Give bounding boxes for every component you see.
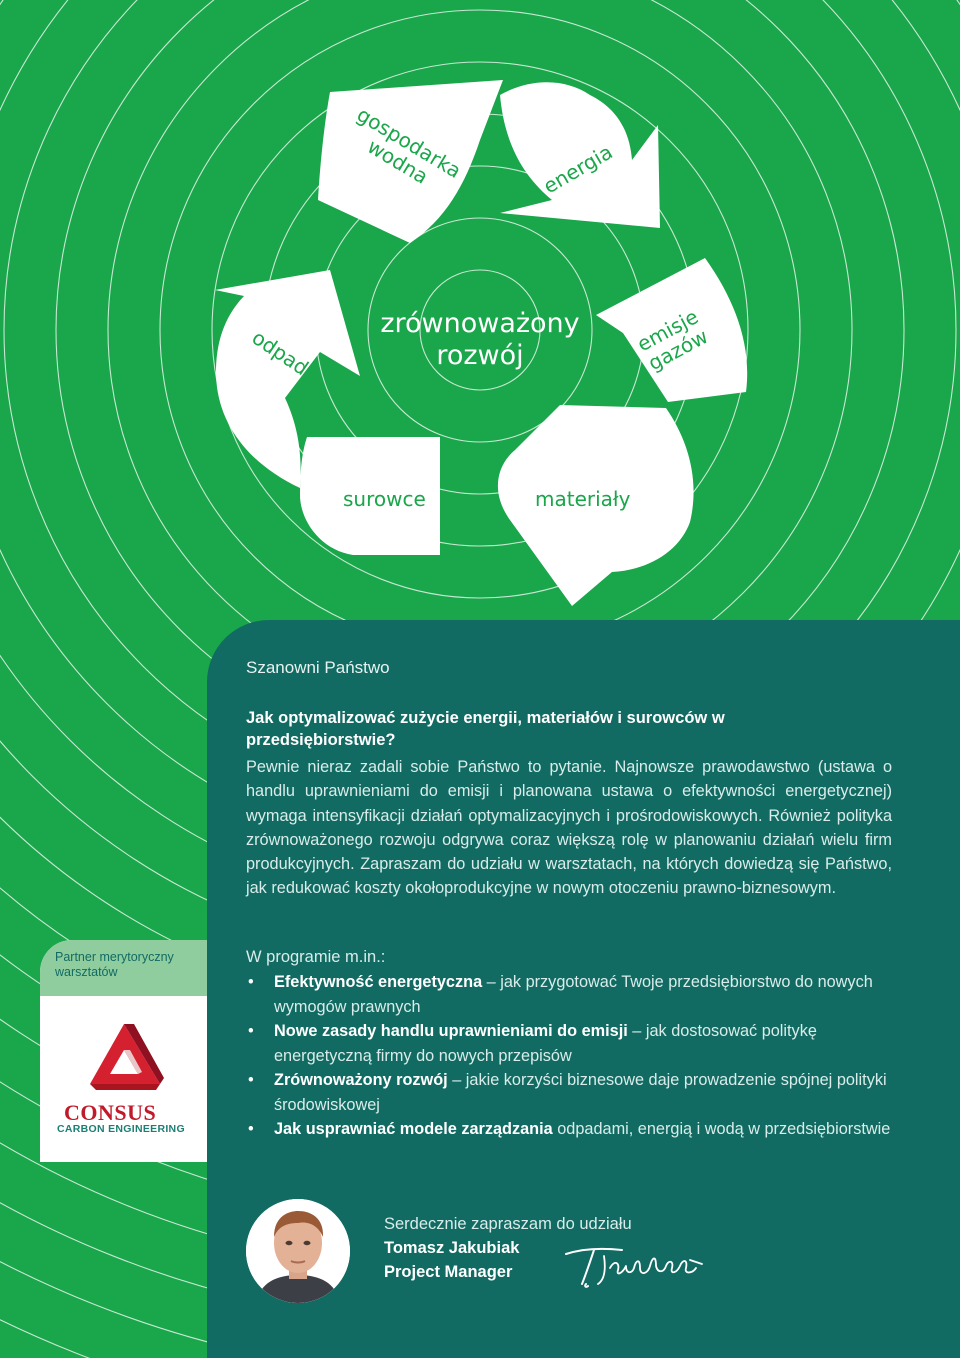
partner-label: Partner merytoryczny warsztatów xyxy=(55,950,174,979)
program-item xyxy=(246,1117,906,1142)
consus-logo-wordmark: CONSUS xyxy=(64,1100,157,1125)
program-item xyxy=(246,970,906,1019)
signature-intro: Serdecznie zapraszam do udziału xyxy=(384,1215,632,1233)
program-item-topic: Zrównoważony rozwój xyxy=(274,1071,448,1089)
handwritten-signature xyxy=(560,1240,710,1290)
program-item xyxy=(246,1019,906,1068)
program-item xyxy=(246,1068,906,1117)
program-item-topic: Efektywność energetyczna xyxy=(274,973,483,991)
bullet-icon: • xyxy=(248,973,254,991)
program-item-desc: odpadami, energią i wodą w przedsiębiorstwie xyxy=(552,1120,891,1138)
program-item-desc: – jak dostosować politykę energetyczną firmy do nowych przepisów xyxy=(274,1022,817,1065)
cycle-label-emisje-gazow: emisje gazów xyxy=(633,304,712,376)
avatar xyxy=(246,1199,350,1303)
bullet-icon: • xyxy=(248,1120,254,1138)
program-item-desc: – jakie korzyści biznesowe daje prowadzenie spójnej polityki środowiskowej xyxy=(274,1071,887,1114)
cycle-label-energia: energia xyxy=(539,139,617,199)
program-heading: W programie m.in.: xyxy=(246,948,386,966)
cycle-label-odpady: odpady xyxy=(247,325,323,387)
bullet-icon: • xyxy=(248,1022,254,1040)
cycle-label-gospodarka-wodna: gospodarka wodna xyxy=(352,102,466,189)
partner-header xyxy=(40,940,207,996)
consus-logo-subtitle: CARBON ENGINEERING xyxy=(57,1123,185,1135)
letter-body: Pewnie nieraz zadali sobie Państwo to pytanie. Najnowsze prawodawstwo (ustawa o handlu uprawnieniami do emisji i planowana ustawa o efektywności energetycznej) wymaga intensyfikacji działań optymalizacyjnych i prośrodowiskowych. Również polityka zrównoważonego rozwoju odgrywa coraz większą rolę w planowaniu działań wielu firm produkcyjnych. Zapraszam do udziału w warsztatach, na których dowiedzą się Państwo, jak redukować koszty okołoprodukcyjne w nowym otoczeniu prawno-biznesowym. xyxy=(246,758,892,898)
letter-question: Jak optymalizować zużycie energii, materiałów i surowców w przedsiębiorstwie? xyxy=(246,709,725,749)
program-item-topic: Jak usprawniać modele zarządzania xyxy=(274,1120,553,1138)
program-list xyxy=(246,970,906,1142)
cycle-label-surowce: surowce xyxy=(343,487,426,511)
consus-logo-icon xyxy=(88,1020,164,1092)
bullet-icon: • xyxy=(248,1071,254,1089)
portrait-photo xyxy=(246,1199,350,1303)
letter-greeting: Szanowni Państwo xyxy=(246,658,390,677)
program-item-desc: – jak przygotować Twoje przedsiębiorstwo do nowych wymogów prawnych xyxy=(274,973,873,1016)
signature-name: Tomasz Jakubiak xyxy=(384,1239,520,1257)
partner-box xyxy=(40,940,207,1162)
program-item-topic: Nowe zasady handlu uprawnieniami do emisji xyxy=(274,1022,628,1040)
signature-role: Project Manager xyxy=(384,1263,513,1281)
cycle-center-title: zrównoważony rozwój xyxy=(380,308,580,371)
cycle-label-materialy: materiały xyxy=(535,487,631,511)
